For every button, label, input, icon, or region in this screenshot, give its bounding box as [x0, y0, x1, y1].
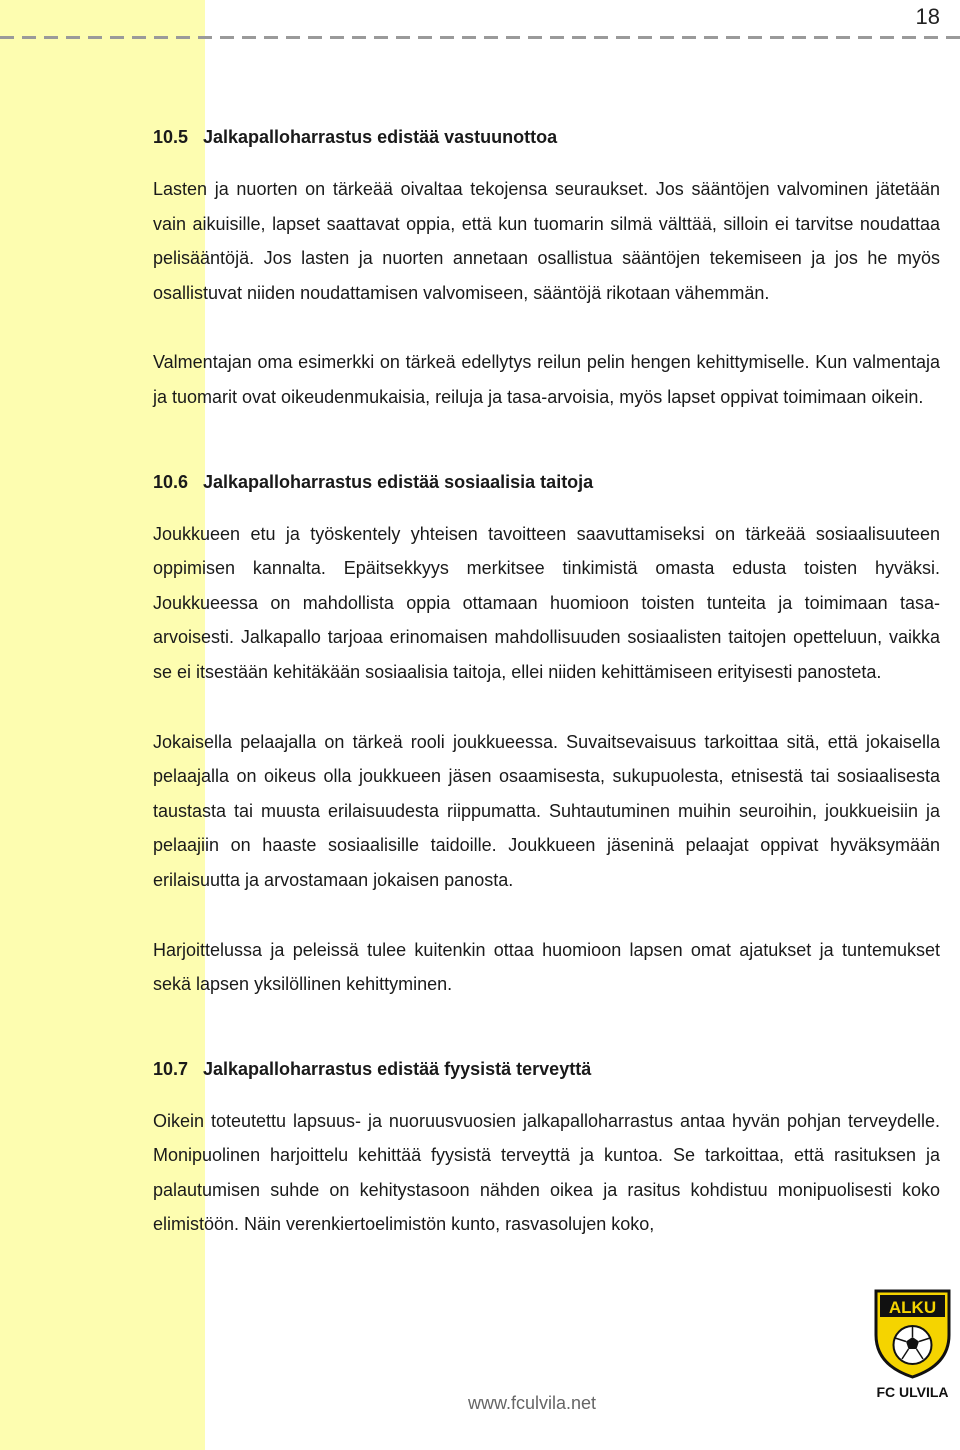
paragraph: Harjoittelussa ja peleissä tulee kuitenkin ottaa huomioon lapsen omat ajatukset ja tuntemukset sekä lapsen yksilöllinen kehittyminen.	[153, 939, 940, 995]
section-title: Jalkapalloharrastus edistää vastuunottoa	[203, 127, 558, 147]
section-title: Jalkapalloharrastus edistää sosiaalisia taitoja	[203, 471, 594, 492]
header-dashed-line	[0, 36, 960, 39]
page-number: 18	[915, 4, 940, 29]
section-heading-10-7	[153, 1052, 940, 1086]
club-name: FC ULVILA	[876, 1384, 949, 1400]
paragraph: Oikein toteutettu lapsuus- ja nuoruusvuosien jalkapalloharrastus antaa hyvän pohjan terveydelle. Monipuolinen harjoittelu kehittää fyysistä terveyttä ja kuntoa. Se tarkoittaa, että rasituksen ja palautumisen suhde on kehitystasoon nähden oikea ja rasitus kohdistuu monipuolisesti koko elimistöön. Näin verenkiertoelimistön kunto, rasvasolujen koko,	[153, 1110, 940, 1235]
paragraph: Valmentajan oma esimerkki on tärkeä edellytys reilun pelin hengen kehittymiselle. Kun valmentaja ja tuomarit ovat oikeudenmukaisia, reiluja ja tasa-arvoisia, myös lapset oppivat toimimaan oikein.	[153, 352, 940, 407]
section-heading-10-6	[153, 465, 940, 499]
section-heading-10-5	[153, 120, 940, 154]
paragraph: Joukkueen etu ja työskentely yhteisen tavoitteen saavuttamiseksi on tärkeää sosiaalisuuteen oppimisen kannalta. Epäitsekkyys merkitsee tinkimistä omasta edusta toisten hyväksi. Joukkueessa on mahdollista oppia ottamaan huomioon toisten tunteita ja toimimaan tasa-arvoisesti. Jalkapallo tarjoaa erinomaisen mahdollisuuden sosiaalisten taitojen opetteluun, vaikka se ei itsestään kehitäkään sosiaalisia taitoja, ellei niiden kehittämiseen erityisesti panosteta.	[153, 523, 940, 682]
club-logo	[870, 1285, 955, 1400]
paragraph: Lasten ja nuorten on tärkeää oivaltaa tekojensa seuraukset. Jos sääntöjen valvominen jätetään vain aikuisille, lapset saattavat oppia, että kun tuomarin silmä välttää, silloin ei tarvitse noudattaa pelisääntöjä. Jos lasten ja nuorten annetaan osallistua sääntöjen tekemiseen ja jos he myös osallistuvat niiden noudattamisen valvomiseen, sääntöjä rikotaan vähemmän.	[153, 179, 940, 303]
crest-text: ALKU	[888, 1298, 937, 1317]
paragraph: Jokaisella pelaajalla on tärkeä rooli joukkueessa. Suvaitsevaisuus tarkoittaa sitä, että jokaisella pelaajalla on oikeus olla joukkueen jäsen osaamisesta, sukupuolesta, etnisestä tai sosiaalisesta taustasta tai muusta erilaisuudesta riippumatta. Suhtautuminen muihin seuroihin, joukkueisiin ja pelaajiin on haaste sosiaalisille taidoille. Joukkueen jäseninä pelaajat oppivat hyväksymään erilaisuutta ja arvostamaan jokaisen panosta.	[153, 731, 940, 890]
club-crest-icon	[870, 1285, 955, 1380]
section-number: 10.5	[153, 127, 189, 147]
section-title: Jalkapalloharrastus edistää fyysistä terveyttä	[203, 1058, 592, 1079]
section-number: 10.7	[153, 1058, 189, 1079]
footer-website-url: www.fculvila.net	[468, 1393, 597, 1413]
section-number: 10.6	[153, 471, 189, 492]
document-body	[153, 120, 940, 1242]
